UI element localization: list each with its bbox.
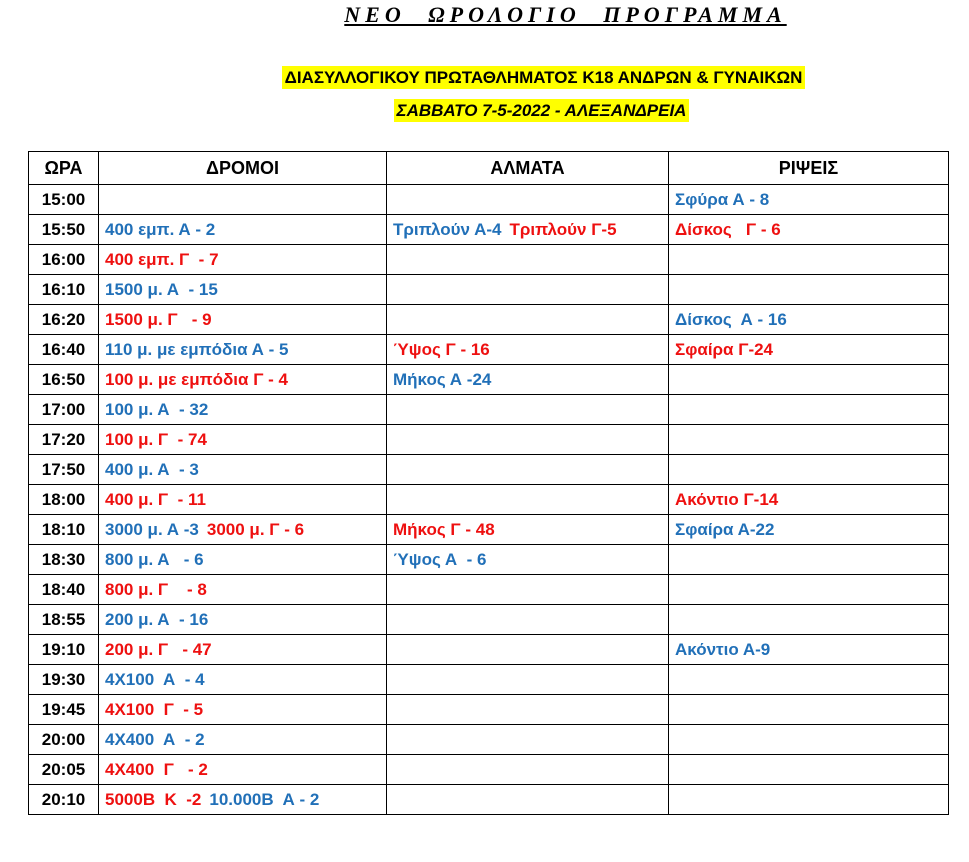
jumps-cell: [387, 455, 669, 485]
time-cell: 16:20: [29, 305, 99, 335]
track-cell: [99, 695, 387, 725]
track-cell: [99, 275, 387, 305]
event-entry: 100 μ. Α - 32: [105, 399, 209, 419]
jumps-cell: [387, 515, 669, 545]
subtitle-date-location: [0, 101, 969, 121]
throws-cell: [669, 635, 949, 665]
jumps-cell: [387, 185, 669, 215]
event-entry: Μήκος Α -24: [393, 369, 492, 389]
jumps-cell: [387, 305, 669, 335]
track-cell: [99, 365, 387, 395]
throws-cell: [669, 665, 949, 695]
table-row: [29, 365, 949, 395]
event-entry: Μήκος Γ - 48: [393, 519, 495, 539]
event-entry: Σφύρα Α - 8: [675, 189, 770, 209]
jumps-cell: [387, 485, 669, 515]
table-row: [29, 785, 949, 815]
track-cell: [99, 515, 387, 545]
event-entry: 4Χ400 Γ - 2: [105, 759, 208, 779]
track-cell: [99, 665, 387, 695]
table-row: [29, 545, 949, 575]
track-cell: [99, 605, 387, 635]
event-entry: 4Χ100 Γ - 5: [105, 699, 204, 719]
table-row: [29, 245, 949, 275]
jumps-cell: [387, 635, 669, 665]
track-cell: [99, 305, 387, 335]
event-entry: Ύψος Γ - 16: [393, 339, 490, 359]
throws-cell: [669, 575, 949, 605]
time-cell: 17:20: [29, 425, 99, 455]
jumps-cell: [387, 395, 669, 425]
track-cell: [99, 545, 387, 575]
event-entry: Σφαίρα Α-22: [675, 519, 775, 539]
table-row: [29, 665, 949, 695]
jumps-cell: [387, 545, 669, 575]
time-cell: 16:40: [29, 335, 99, 365]
throws-cell: [669, 605, 949, 635]
throws-cell: [669, 395, 949, 425]
track-cell: [99, 245, 387, 275]
subtitle-date-location-text: ΣΑΒΒΑΤΟ 7-5-2022 - ΑΛΕΞΑΝΔΡΕΙΑ: [394, 99, 690, 122]
event-entry: Ύψος Α - 6: [393, 549, 487, 569]
track-cell: [99, 785, 387, 815]
throws-cell: [669, 725, 949, 755]
table-row: [29, 185, 949, 215]
jumps-cell: [387, 725, 669, 755]
event-entry: 800 μ. Α - 6: [105, 549, 204, 569]
throws-cell: [669, 785, 949, 815]
schedule-body: [29, 185, 949, 815]
jumps-cell: [387, 245, 669, 275]
time-cell: 18:10: [29, 515, 99, 545]
jumps-cell: [387, 755, 669, 785]
time-cell: 20:00: [29, 725, 99, 755]
event-entry: Τριπλούν Γ-5: [509, 219, 617, 239]
throws-cell: [669, 245, 949, 275]
time-cell: 15:50: [29, 215, 99, 245]
event-entry: 100 μ. με εμπόδια Γ - 4: [105, 369, 288, 389]
event-entry: 3000 μ. Α -3: [105, 519, 199, 539]
track-cell: [99, 635, 387, 665]
schedule-table: [28, 151, 949, 815]
table-row: [29, 425, 949, 455]
throws-cell: [669, 275, 949, 305]
time-cell: 18:40: [29, 575, 99, 605]
table-row: [29, 725, 949, 755]
throws-cell: [669, 425, 949, 455]
header-track: ΔΡΟΜΟΙ: [99, 152, 387, 185]
throws-cell: [669, 515, 949, 545]
event-entry: 10.000Β Α - 2: [209, 789, 320, 809]
track-cell: [99, 755, 387, 785]
event-entry: 100 μ. Γ - 74: [105, 429, 207, 449]
throws-cell: [669, 455, 949, 485]
throws-cell: [669, 365, 949, 395]
subtitle-championship-text: ΔΙΑΣΥΛΛΟΓΙΚΟΥ ΠΡΩΤΑΘΛΗΜΑΤΟΣ Κ18 ΑΝΔΡΩΝ & ΓΥΝΑΙΚΩΝ: [282, 66, 806, 89]
header-time: ΩΡΑ: [29, 152, 99, 185]
jumps-cell: [387, 215, 669, 245]
track-cell: [99, 185, 387, 215]
event-entry: Δίσκος Γ - 6: [675, 219, 781, 239]
time-cell: 19:10: [29, 635, 99, 665]
time-cell: 17:00: [29, 395, 99, 425]
track-cell: [99, 215, 387, 245]
event-entry: Σφαίρα Γ-24: [675, 339, 774, 359]
table-row: [29, 275, 949, 305]
table-row: [29, 455, 949, 485]
event-entry: 5000Β Κ -2: [105, 789, 202, 809]
table-row: [29, 335, 949, 365]
time-cell: 19:45: [29, 695, 99, 725]
time-cell: 15:00: [29, 185, 99, 215]
throws-cell: [669, 545, 949, 575]
throws-cell: [669, 695, 949, 725]
subtitle-championship: [0, 68, 969, 88]
event-entry: Ακόντιο Α-9: [675, 639, 771, 659]
table-row: [29, 575, 949, 605]
event-entry: 4Χ400 Α - 2: [105, 729, 205, 749]
jumps-cell: [387, 425, 669, 455]
event-entry: 200 μ. Α - 16: [105, 609, 209, 629]
throws-cell: [669, 215, 949, 245]
event-entry: Δίσκος Α - 16: [675, 309, 787, 329]
event-entry: 3000 μ. Γ - 6: [206, 519, 305, 539]
header-row: [29, 152, 949, 185]
time-cell: 18:30: [29, 545, 99, 575]
throws-cell: [669, 755, 949, 785]
time-cell: 18:00: [29, 485, 99, 515]
time-cell: 19:30: [29, 665, 99, 695]
throws-cell: [669, 305, 949, 335]
time-cell: 20:10: [29, 785, 99, 815]
throws-cell: [669, 185, 949, 215]
event-entry: 4Χ100 Α - 4: [105, 669, 205, 689]
event-entry: 110 μ. με εμπόδια Α - 5: [105, 339, 289, 359]
header-jumps: ΑΛΜΑΤΑ: [387, 152, 669, 185]
jumps-cell: [387, 335, 669, 365]
time-cell: 20:05: [29, 755, 99, 785]
table-row: [29, 695, 949, 725]
track-cell: [99, 455, 387, 485]
event-entry: 400 μ. Α - 3: [105, 459, 199, 479]
throws-cell: [669, 335, 949, 365]
jumps-cell: [387, 605, 669, 635]
event-entry: 200 μ. Γ - 47: [105, 639, 212, 659]
jumps-cell: [387, 365, 669, 395]
jumps-cell: [387, 275, 669, 305]
time-cell: 17:50: [29, 455, 99, 485]
jumps-cell: [387, 785, 669, 815]
event-entry: 800 μ. Γ - 8: [105, 579, 207, 599]
track-cell: [99, 725, 387, 755]
header-throws: ΡΙΨΕΙΣ: [669, 152, 949, 185]
table-row: [29, 215, 949, 245]
event-entry: 1500 μ. Γ - 9: [105, 309, 212, 329]
table-row: [29, 635, 949, 665]
jumps-cell: [387, 695, 669, 725]
throws-cell: [669, 485, 949, 515]
track-cell: [99, 575, 387, 605]
event-entry: 1500 μ. Α - 15: [105, 279, 218, 299]
jumps-cell: [387, 665, 669, 695]
track-cell: [99, 485, 387, 515]
track-cell: [99, 335, 387, 365]
time-cell: 16:00: [29, 245, 99, 275]
table-row: [29, 485, 949, 515]
table-row: [29, 305, 949, 335]
track-cell: [99, 395, 387, 425]
event-entry: Ακόντιο Γ-14: [675, 489, 779, 509]
event-entry: 400 μ. Γ - 11: [105, 489, 206, 509]
table-row: [29, 395, 949, 425]
time-cell: 18:55: [29, 605, 99, 635]
event-entry: 400 εμπ. Γ - 7: [105, 249, 219, 269]
table-row: [29, 755, 949, 785]
page-title-text: ΝΕΟ ΩΡΟΛΟΓΙΟ ΠΡΟΓΡΑΜΜΑ: [344, 2, 787, 27]
track-cell: [99, 425, 387, 455]
time-cell: 16:10: [29, 275, 99, 305]
table-row: [29, 515, 949, 545]
time-cell: 16:50: [29, 365, 99, 395]
event-entry: Τριπλούν Α-4: [393, 219, 502, 239]
jumps-cell: [387, 575, 669, 605]
table-row: [29, 605, 949, 635]
event-entry: 400 εμπ. Α - 2: [105, 219, 216, 239]
page-title: [0, 2, 969, 28]
